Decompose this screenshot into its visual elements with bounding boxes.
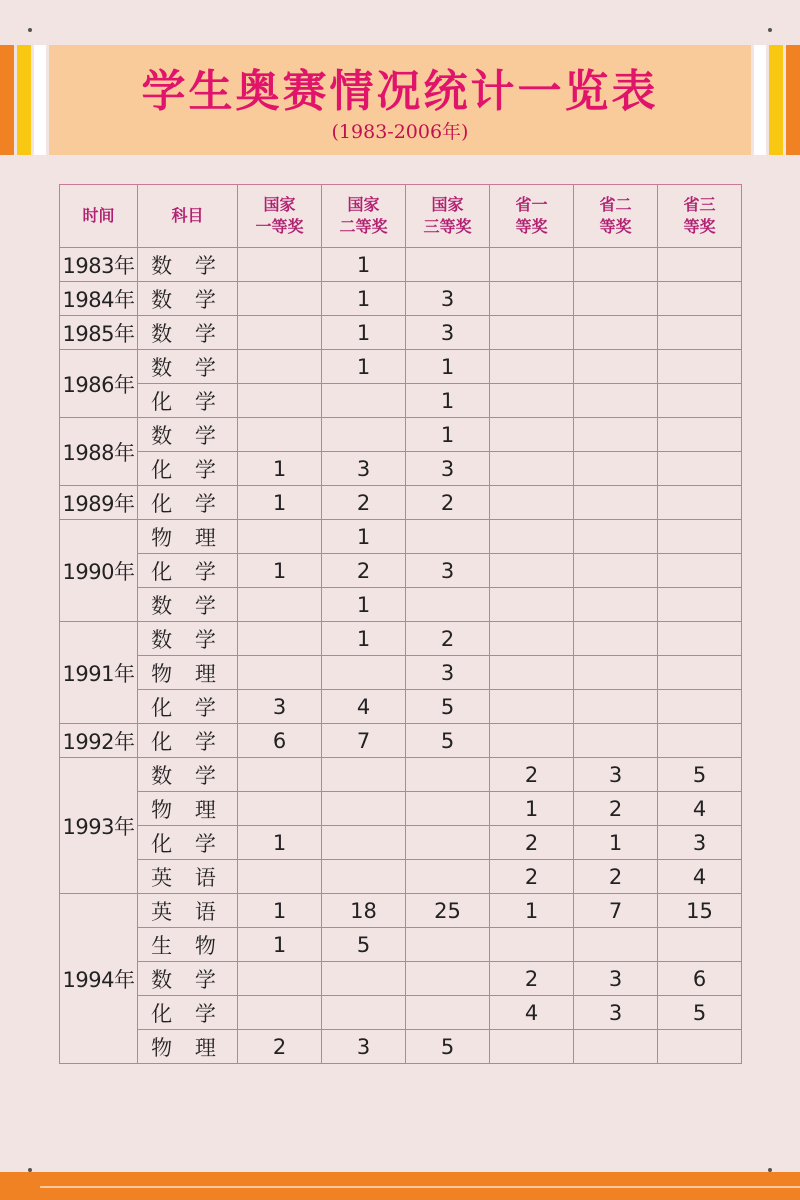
- award-count-cell: [238, 316, 322, 350]
- award-count-cell: 3: [574, 758, 658, 792]
- table-row: [60, 452, 742, 486]
- award-count-cell: 1: [238, 452, 322, 486]
- award-count-cell: [322, 384, 406, 418]
- table-row: [60, 860, 742, 894]
- award-count-cell: [406, 520, 490, 554]
- left-white-stripe: [34, 45, 46, 155]
- subject-cell: 数 学: [138, 350, 238, 384]
- award-count-cell: [322, 962, 406, 996]
- table-row: [60, 554, 742, 588]
- award-count-cell: [406, 248, 490, 282]
- award-count-cell: [574, 520, 658, 554]
- award-count-cell: 4: [658, 792, 742, 826]
- award-count-cell: [490, 656, 574, 690]
- award-count-cell: [574, 486, 658, 520]
- award-count-cell: [406, 758, 490, 792]
- subject-cell: 化 学: [138, 996, 238, 1030]
- year-cell: 1985年: [60, 316, 138, 350]
- award-count-cell: 1: [238, 826, 322, 860]
- table-row: [60, 826, 742, 860]
- award-count-cell: 1: [322, 248, 406, 282]
- table-body: [60, 248, 742, 1064]
- award-count-cell: [574, 282, 658, 316]
- page-subtitle: (1983-2006年): [331, 121, 469, 143]
- award-count-cell: [490, 384, 574, 418]
- subject-cell: 英 语: [138, 894, 238, 928]
- award-count-cell: 1: [322, 350, 406, 384]
- award-count-cell: 4: [658, 860, 742, 894]
- year-cell: 1992年: [60, 724, 138, 758]
- award-count-cell: [658, 316, 742, 350]
- award-count-cell: 7: [322, 724, 406, 758]
- header-subject: 科目: [138, 185, 238, 248]
- award-count-cell: 5: [406, 690, 490, 724]
- award-count-cell: [490, 248, 574, 282]
- award-count-cell: [238, 282, 322, 316]
- right-yellow-stripe: [769, 45, 783, 155]
- award-count-cell: [574, 588, 658, 622]
- table-row: [60, 758, 742, 792]
- award-count-cell: [574, 1030, 658, 1064]
- award-count-cell: [658, 350, 742, 384]
- right-orange-stripe: [786, 45, 800, 155]
- year-cell: 1986年: [60, 350, 138, 418]
- award-count-cell: [490, 1030, 574, 1064]
- year-cell: 1983年: [60, 248, 138, 282]
- award-count-cell: 1: [238, 554, 322, 588]
- award-statistics-table: [59, 184, 742, 1064]
- award-count-cell: [574, 452, 658, 486]
- award-count-cell: [490, 588, 574, 622]
- year-cell: 1984年: [60, 282, 138, 316]
- award-count-cell: 2: [490, 826, 574, 860]
- award-count-cell: 2: [406, 486, 490, 520]
- award-count-cell: 2: [490, 962, 574, 996]
- award-count-cell: [658, 418, 742, 452]
- award-count-cell: 1: [238, 928, 322, 962]
- award-count-cell: 1: [322, 622, 406, 656]
- award-count-cell: [238, 962, 322, 996]
- award-count-cell: [490, 690, 574, 724]
- year-cell: 1994年: [60, 894, 138, 1064]
- award-count-cell: 4: [322, 690, 406, 724]
- table-row: [60, 418, 742, 452]
- subject-cell: 化 学: [138, 826, 238, 860]
- award-count-cell: 5: [406, 724, 490, 758]
- award-count-cell: [490, 282, 574, 316]
- award-count-cell: [238, 622, 322, 656]
- award-count-cell: [658, 554, 742, 588]
- award-count-cell: [406, 792, 490, 826]
- award-count-cell: [238, 996, 322, 1030]
- table-row: [60, 248, 742, 282]
- award-count-cell: [406, 996, 490, 1030]
- award-count-cell: [490, 554, 574, 588]
- header-banner: [49, 45, 751, 155]
- award-count-cell: 5: [658, 758, 742, 792]
- subject-cell: 英 语: [138, 860, 238, 894]
- award-count-cell: [322, 418, 406, 452]
- subject-cell: 化 学: [138, 486, 238, 520]
- award-count-cell: 3: [238, 690, 322, 724]
- table-row: [60, 486, 742, 520]
- award-count-cell: 1: [238, 486, 322, 520]
- award-count-cell: [238, 656, 322, 690]
- subject-cell: 化 学: [138, 554, 238, 588]
- table-row: [60, 962, 742, 996]
- award-count-cell: [406, 928, 490, 962]
- subject-cell: 数 学: [138, 316, 238, 350]
- award-count-cell: 2: [574, 860, 658, 894]
- award-count-cell: [322, 792, 406, 826]
- header-province-third: 省三 等奖: [658, 185, 742, 248]
- award-count-cell: 1: [322, 588, 406, 622]
- award-count-cell: [574, 384, 658, 418]
- table-row: [60, 384, 742, 418]
- year-cell: 1993年: [60, 758, 138, 894]
- award-count-cell: 18: [322, 894, 406, 928]
- header-province-second: 省二 等奖: [574, 185, 658, 248]
- award-count-cell: [490, 316, 574, 350]
- award-count-cell: 3: [658, 826, 742, 860]
- header-time: 时间: [60, 185, 138, 248]
- award-count-cell: [322, 826, 406, 860]
- table-row: [60, 792, 742, 826]
- award-count-cell: 3: [574, 996, 658, 1030]
- table-row: [60, 520, 742, 554]
- award-count-cell: 1: [406, 384, 490, 418]
- award-count-cell: 5: [406, 1030, 490, 1064]
- award-count-cell: [238, 520, 322, 554]
- award-count-cell: [238, 418, 322, 452]
- award-count-cell: 6: [658, 962, 742, 996]
- subject-cell: 数 学: [138, 282, 238, 316]
- subject-cell: 数 学: [138, 758, 238, 792]
- award-count-cell: 7: [574, 894, 658, 928]
- subject-cell: 化 学: [138, 384, 238, 418]
- award-count-cell: 5: [658, 996, 742, 1030]
- year-cell: 1989年: [60, 486, 138, 520]
- table-row: [60, 282, 742, 316]
- subject-cell: 数 学: [138, 588, 238, 622]
- table-row: [60, 928, 742, 962]
- award-count-cell: [406, 588, 490, 622]
- header-national-second: 国家 二等奖: [322, 185, 406, 248]
- year-cell: 1990年: [60, 520, 138, 622]
- award-count-cell: 3: [406, 282, 490, 316]
- award-count-cell: [238, 384, 322, 418]
- award-count-cell: 2: [490, 758, 574, 792]
- subject-cell: 物 理: [138, 656, 238, 690]
- award-count-cell: [658, 656, 742, 690]
- year-cell: 1991年: [60, 622, 138, 724]
- subject-cell: 物 理: [138, 792, 238, 826]
- subject-cell: 化 学: [138, 452, 238, 486]
- award-count-cell: [490, 486, 574, 520]
- year-cell: 1988年: [60, 418, 138, 486]
- award-count-cell: [322, 996, 406, 1030]
- award-count-cell: [490, 452, 574, 486]
- award-count-cell: [322, 860, 406, 894]
- award-count-cell: [658, 690, 742, 724]
- award-count-cell: 3: [406, 554, 490, 588]
- subject-cell: 化 学: [138, 690, 238, 724]
- award-count-cell: [490, 350, 574, 384]
- award-count-cell: 2: [490, 860, 574, 894]
- award-count-cell: [574, 554, 658, 588]
- award-count-cell: [574, 690, 658, 724]
- award-count-cell: 5: [322, 928, 406, 962]
- award-count-cell: 1: [490, 792, 574, 826]
- award-count-cell: [658, 588, 742, 622]
- award-count-cell: [574, 656, 658, 690]
- award-count-cell: [238, 792, 322, 826]
- award-count-cell: 1: [574, 826, 658, 860]
- award-count-cell: [406, 860, 490, 894]
- table-row: [60, 894, 742, 928]
- award-count-cell: [658, 282, 742, 316]
- award-count-cell: [406, 962, 490, 996]
- award-count-cell: 1: [322, 316, 406, 350]
- award-count-cell: 2: [574, 792, 658, 826]
- left-yellow-stripe: [17, 45, 31, 155]
- table-row: [60, 350, 742, 384]
- award-count-cell: [490, 724, 574, 758]
- award-count-cell: 2: [406, 622, 490, 656]
- header-national-first: 国家 一等奖: [238, 185, 322, 248]
- award-count-cell: [658, 248, 742, 282]
- award-count-cell: [658, 724, 742, 758]
- footer-line: [40, 1186, 800, 1188]
- award-count-cell: [574, 724, 658, 758]
- award-count-cell: 15: [658, 894, 742, 928]
- award-count-cell: [658, 384, 742, 418]
- award-count-cell: [490, 418, 574, 452]
- award-count-cell: [490, 928, 574, 962]
- award-count-cell: 1: [406, 350, 490, 384]
- award-count-cell: [574, 418, 658, 452]
- corner-dot: [768, 28, 772, 32]
- table-row: [60, 316, 742, 350]
- award-count-cell: [406, 826, 490, 860]
- subject-cell: 数 学: [138, 418, 238, 452]
- award-count-cell: 3: [322, 452, 406, 486]
- subject-cell: 生 物: [138, 928, 238, 962]
- award-count-cell: 4: [490, 996, 574, 1030]
- award-count-cell: [322, 656, 406, 690]
- table-row: [60, 996, 742, 1030]
- award-count-cell: [658, 622, 742, 656]
- award-count-cell: [574, 350, 658, 384]
- award-count-cell: [574, 622, 658, 656]
- subject-cell: 化 学: [138, 724, 238, 758]
- award-count-cell: [658, 452, 742, 486]
- table-row: [60, 690, 742, 724]
- award-count-cell: [574, 928, 658, 962]
- award-count-cell: [238, 860, 322, 894]
- award-count-cell: 1: [238, 894, 322, 928]
- award-count-cell: [238, 758, 322, 792]
- award-count-cell: 1: [406, 418, 490, 452]
- right-white-stripe: [754, 45, 766, 155]
- header-province-first: 省一 等奖: [490, 185, 574, 248]
- award-count-cell: 1: [322, 520, 406, 554]
- award-count-cell: 3: [322, 1030, 406, 1064]
- award-count-cell: 3: [574, 962, 658, 996]
- table-row: [60, 656, 742, 690]
- subject-cell: 物 理: [138, 1030, 238, 1064]
- award-count-cell: [238, 588, 322, 622]
- award-count-cell: [658, 1030, 742, 1064]
- subject-cell: 数 学: [138, 248, 238, 282]
- table-row: [60, 588, 742, 622]
- table-header-row: [60, 185, 742, 248]
- table-row: [60, 622, 742, 656]
- header-national-third: 国家 三等奖: [406, 185, 490, 248]
- award-count-cell: [658, 486, 742, 520]
- award-count-cell: 3: [406, 656, 490, 690]
- award-count-cell: 2: [238, 1030, 322, 1064]
- award-count-cell: 25: [406, 894, 490, 928]
- award-count-cell: 2: [322, 554, 406, 588]
- left-orange-stripe: [0, 45, 14, 155]
- award-count-cell: 1: [490, 894, 574, 928]
- award-count-cell: [238, 350, 322, 384]
- award-count-cell: [658, 520, 742, 554]
- table-row: [60, 1030, 742, 1064]
- award-count-cell: 3: [406, 316, 490, 350]
- award-count-cell: 1: [322, 282, 406, 316]
- award-count-cell: 2: [322, 486, 406, 520]
- award-count-cell: [238, 248, 322, 282]
- award-count-cell: [490, 520, 574, 554]
- table-row: [60, 724, 742, 758]
- award-count-cell: [574, 248, 658, 282]
- award-count-cell: 3: [406, 452, 490, 486]
- subject-cell: 物 理: [138, 520, 238, 554]
- corner-dot: [28, 28, 32, 32]
- award-count-cell: [658, 928, 742, 962]
- award-count-cell: [490, 622, 574, 656]
- award-count-cell: [574, 316, 658, 350]
- award-count-cell: 6: [238, 724, 322, 758]
- subject-cell: 数 学: [138, 622, 238, 656]
- subject-cell: 数 学: [138, 962, 238, 996]
- page-title: 学生奥赛情况统计一览表: [141, 66, 659, 117]
- award-count-cell: [322, 758, 406, 792]
